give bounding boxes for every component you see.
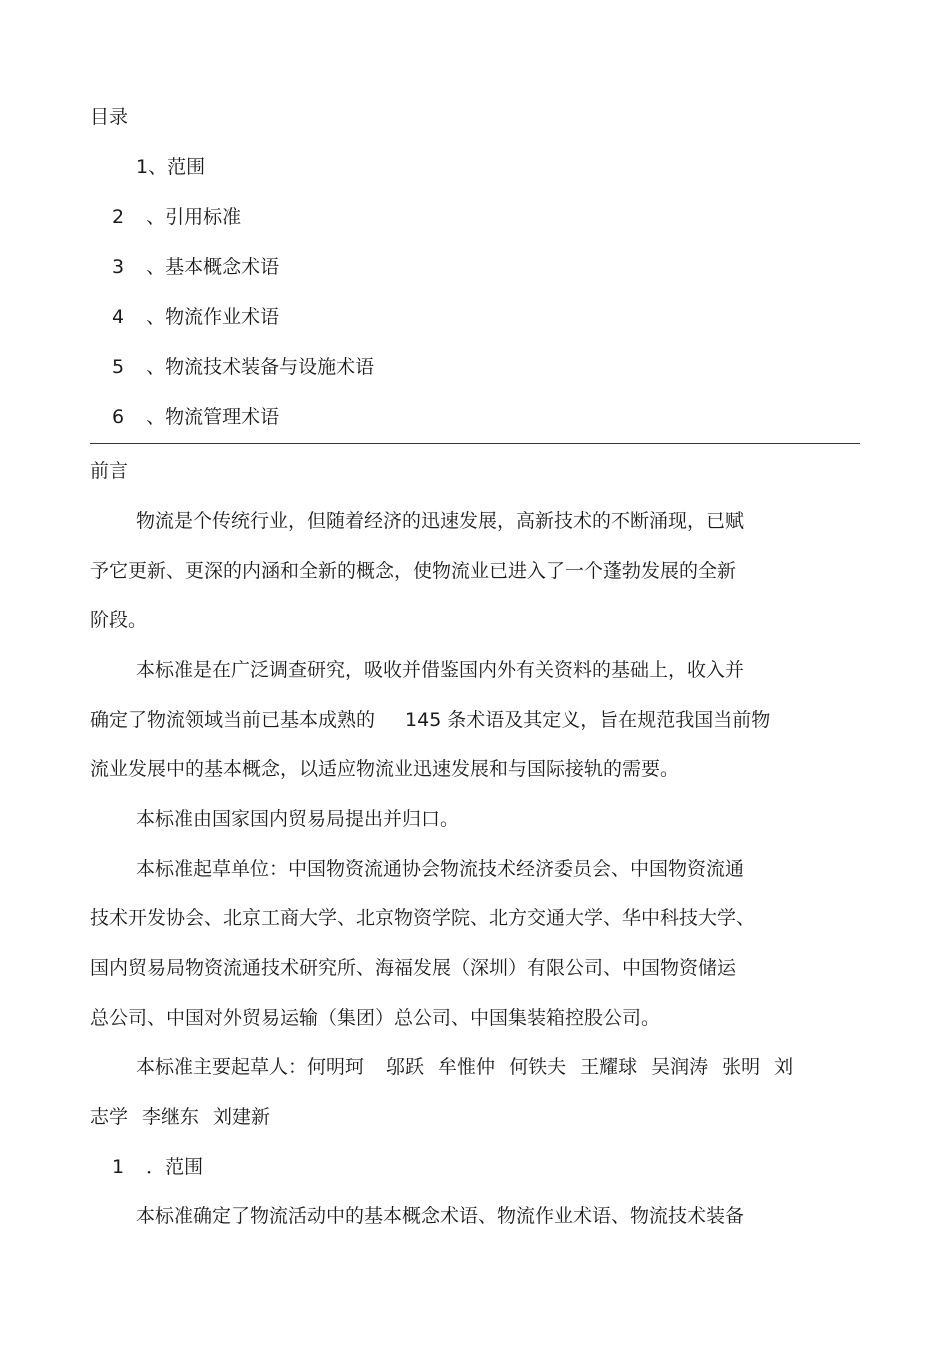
para2-text-b: 条术语及其定义，旨在规范我国当前物 <box>447 709 771 731</box>
section1-text: 本标准确定了物流活动中的基本概念术语、物流作业术语、物流技术装备 <box>136 1205 745 1227</box>
toc-item-num: 4 <box>112 306 125 328</box>
toc-item-2 <box>112 205 241 229</box>
drafter-name: 李继东 <box>142 1106 200 1128</box>
term-count: 145 <box>405 709 442 731</box>
section-num: 1 <box>112 1156 125 1178</box>
drafters-line2 <box>90 1105 270 1129</box>
toc-title: 目录 <box>90 106 129 128</box>
divider-rule <box>90 443 860 444</box>
drafter-name: 志学 <box>90 1106 129 1128</box>
para2-text-a: 确定了物流领域当前已基本成熟的 <box>90 709 376 731</box>
drafter-name: 吴润涛 <box>651 1056 709 1078</box>
toc-item-4 <box>112 305 279 329</box>
preface-para4-line1: 本标准起草单位：中国物资流通协会物流技术经济委员会、中国物资流通 <box>136 858 745 880</box>
toc-item-label: 、物流技术装备与设施术语 <box>146 356 375 378</box>
preface-para1-line2: 予它更新、更深的内涵和全新的概念，使物流业已进入了一个蓬勃发展的全新 <box>90 560 737 582</box>
preface-para2-line3: 流业发展中的基本概念，以适应物流业迅速发展和与国际接轨的需要。 <box>90 758 680 780</box>
preface-para2-line1: 本标准是在广泛调查研究，吸收并借鉴国内外有关资料的基础上，收入并 <box>136 659 745 681</box>
toc-item-num: 2 <box>112 206 125 228</box>
toc-item-1 <box>136 155 205 179</box>
drafters-line1 <box>136 1055 793 1079</box>
preface-para1-line3: 阶段。 <box>90 609 148 631</box>
drafter-name: 张明 <box>722 1056 761 1078</box>
drafter-name: 邬跃 <box>386 1056 425 1078</box>
section1-heading <box>112 1155 203 1179</box>
toc-item-label: 、基本概念术语 <box>146 256 280 278</box>
drafter-name: 何明珂 <box>307 1056 365 1078</box>
toc-item-label: 、物流管理术语 <box>146 406 280 428</box>
drafters-label: 本标准主要起草人： <box>136 1056 308 1078</box>
preface-para1-line1: 物流是个传统行业，但随着经济的迅速发展，高新技术的不断涌现，已赋 <box>136 510 745 532</box>
section-title: ．范围 <box>146 1156 204 1178</box>
drafter-name: 牟惟仲 <box>438 1056 496 1078</box>
drafter-name: 刘 <box>774 1056 794 1078</box>
toc-item-5 <box>112 355 374 379</box>
toc-item-num: 1 <box>136 156 149 178</box>
preface-para3: 本标准由国家国内贸易局提出并归口。 <box>136 808 460 830</box>
preface-title: 前言 <box>90 460 129 482</box>
toc-item-num: 3 <box>112 256 125 278</box>
toc-item-3 <box>112 255 279 279</box>
preface-para4-line4: 总公司、中国对外贸易运输（集团）总公司、中国集装箱控股公司。 <box>90 1007 661 1029</box>
toc-item-6 <box>112 405 279 429</box>
drafter-name: 刘建新 <box>213 1106 271 1128</box>
preface-para4-line3: 国内贸易局物资流通技术研究所、海福发展（深圳）有限公司、中国物资储运 <box>90 957 737 979</box>
preface-para4-line2: 技术开发协会、北京工商大学、北京物资学院、北方交通大学、华中科技大学、 <box>90 907 756 929</box>
toc-item-num: 6 <box>112 406 125 428</box>
toc-item-label: 、范围 <box>148 156 206 178</box>
drafter-name: 王耀球 <box>580 1056 638 1078</box>
toc-item-num: 5 <box>112 356 125 378</box>
toc-item-label: 、引用标准 <box>146 206 242 228</box>
drafter-name: 何铁夫 <box>509 1056 567 1078</box>
preface-para2-line2 <box>90 708 770 732</box>
toc-item-label: 、物流作业术语 <box>146 306 280 328</box>
